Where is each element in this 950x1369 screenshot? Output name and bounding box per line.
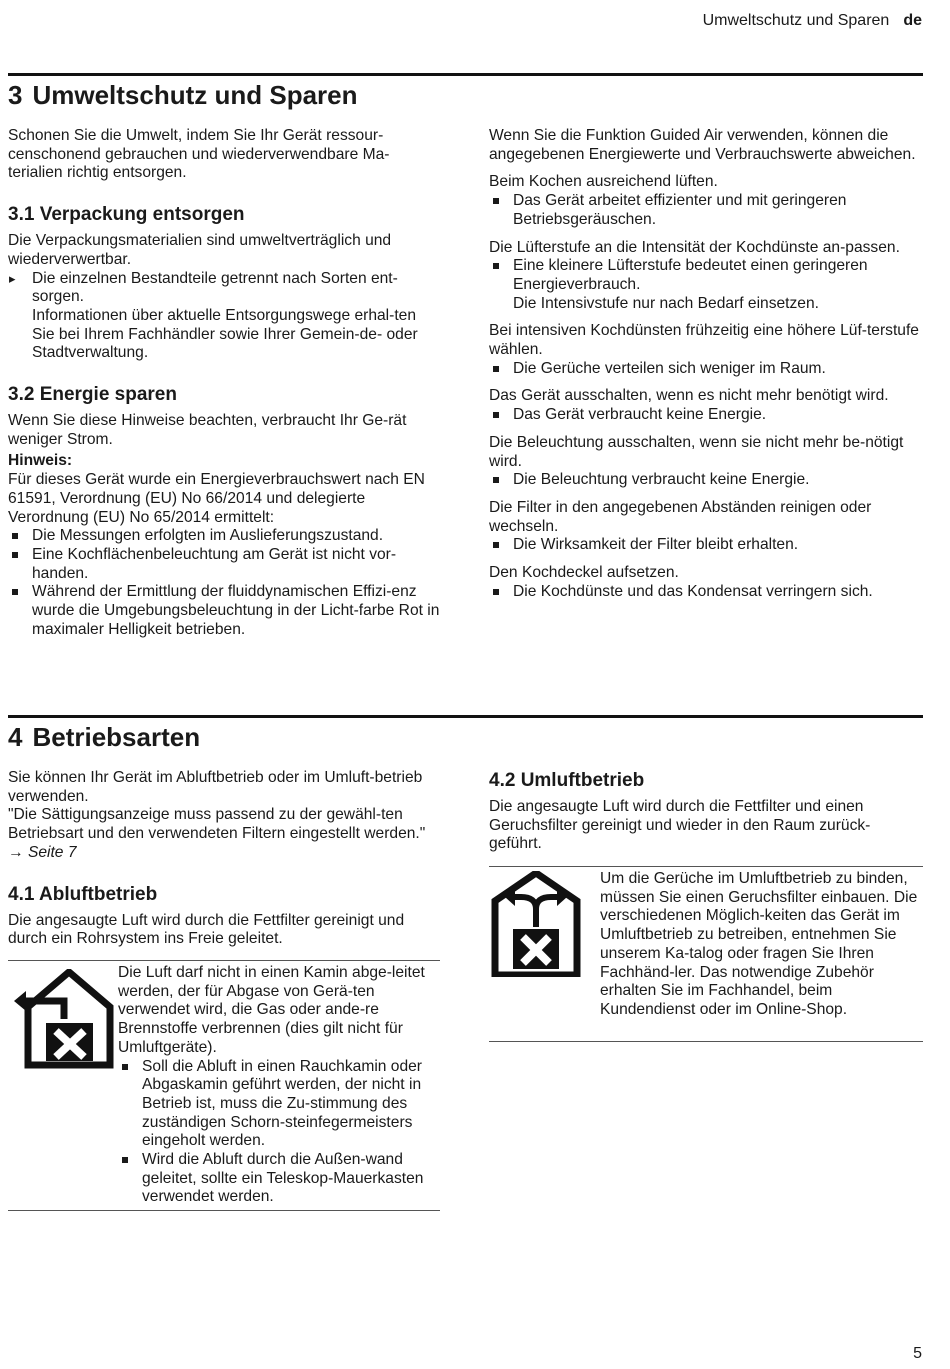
note-bullets [8,527,440,639]
ch4-right-column [489,770,921,854]
list-item: Die Kochdünste und das Kondensat verringern sich. [489,583,921,602]
tip-block: Die Filter in den angegebenen Abständen reinigen oder wechseln. Die Wirksamkeit der Filter bleibt erhalten. [489,499,921,555]
list-item: Wird die Abluft durch die Außen-wand geleitet, sollte ein Teleskop-Mauerkasten verwendet werden. [118,1151,436,1207]
section-4-2-title: 4.2 Umluftbetrieb [489,770,645,791]
note-text: Für dieses Gerät wurde ein Energieverbrauchswert nach EN 61591, Verordnung (EU) No 66/2014 und delegierte Verordnung (EU) No 65/2014 ermittelt: [8,471,425,526]
running-header [703,12,922,30]
s42-para: Die angesaugte Luft wird durch die Fettfilter und einen Geruchsfilter gereinigt und wieder in den Raum zurück-geführt. [489,798,871,853]
header-lang: de [903,12,922,29]
tip-block: Das Gerät ausschalten, wenn es nicht mehr benötigt wird. Das Gerät verbraucht keine Energie. [489,387,921,424]
note-label: Hinweis: [8,452,73,470]
exhaust-warning-text: Die Luft darf nicht in einen Kamin abge-leitet werden, der für Abgase von Gerä-ten verwendet wird, die Gas oder ande-re Brennstoffe verbrennen (dies gilt nicht für Umluftgeräte). [118,964,425,1056]
tip-block: Beim Kochen ausreichend lüften. Das Gerät arbeitet effizienter und mit geringeren Betriebsgeräuschen. [489,173,921,229]
tip-block: Die Lüfterstufe an die Intensität der Kochdünste an-passen. Eine kleinere Lüfterstufe bedeutet einen geringeren Energieverbrauch. Die Intensivstufe nur nach Bedarf einsetzen. [489,239,921,314]
s41-para: Die angesaugte Luft wird durch die Fettfilter gereinigt und durch ein Rohrsystem ins Freie geleitet. [8,911,405,948]
list-item: Das Gerät verbraucht keine Energie. [489,406,921,425]
chapter-rule [8,73,923,76]
guided-air-note: Wenn Sie die Funktion Guided Air verwenden, können die angegebenen Energiewerte und Verbrauchswerte abweichen. [489,127,916,163]
section-3-1-title: 3.1 Verpackung entsorgen [8,204,245,226]
ch4-left-column [8,769,440,949]
list-item: Die Gerüche verteilen sich weniger im Raum. [489,360,921,379]
list-item: Soll die Abluft in einen Rauchkamin oder Abgaskamin geführt werden, der nicht in Betrieb ist, muss die Zu-stimmung des zuständigen Schorn-steinfegermeisters eingeholt werden. [118,1058,436,1152]
recirculation-info-text: Um die Gerüche im Umluftbetrieb zu binden, müssen Sie einen Geruchsfilter einbauen. Die verschiedenen Möglich-keiten das Gerät im Umluftbetrieb zu betreiben, entnehmen Sie unserem Ka-talog oder fragen Sie Ihren Fachhänd-ler. Das notwendige Zubehör erhalten Sie im Fachhandel, beim Kundendienst oder im Online-Shop. [600,870,918,1018]
s31-steps [8,270,440,364]
tip-block: Bei intensiven Kochdünsten frühzeitig eine höhere Lüf-terstufe wählen. Die Gerüche verteilen sich weniger im Raum. [489,322,921,378]
recirculation-mode-icon [491,871,581,977]
list-item: Die Wirksamkeit der Filter bleibt erhalten. [489,536,921,555]
exhaust-warning-box [8,960,440,1211]
s31-para: Die Verpackungsmaterialien sind umweltverträglich und wiederverwertbar. [8,232,392,268]
page-number: 5 [913,1345,922,1362]
list-item: Eine kleinere Lüfterstufe bedeutet einen geringeren Energieverbrauch. Die Intensivstufe nur nach Bedarf einsetzen. [489,257,921,313]
chapter-rule [8,715,923,718]
ch4-intro: Sie können Ihr Gerät im Abluftbetrieb oder im Umluft-betrieb verwenden. [8,769,423,805]
ref-arrow: → [8,843,24,861]
ch4-quote: "Die Sättigungsanzeige muss passend zu der gewähl-ten Betriebsart und den verwendeten Filtern eingestellt werden." → Seite 7 [8,806,426,861]
recirculation-info-box [489,866,923,1042]
ch3-intro: Schonen Sie die Umwelt, indem Sie Ihr Gerät ressour-censchonend gebrauchen und wiederverwendbare Ma-terialien richtig entsorgen. [8,127,390,182]
list-item: Während der Ermittlung der fluiddynamischen Effizi-enz wurde die Umgebungsbeleuchtung in der Licht-farbe Rot in maximaler Helligkeit betrieben. [8,583,440,639]
chapter-3-title: 3 Umweltschutz und Sparen [8,80,358,110]
list-item: ▸ Die einzelnen Bestandteile getrennt nach Sorten ent-sorgen. Informationen über aktuelle Entsorgungswege erhal-ten Sie bei Ihrem Fachhändler sowie Ihrer Gemein-de- oder Stadtverwaltung. [8,270,440,364]
list-item: Eine Kochflächenbeleuchtung am Gerät ist nicht vor-handen. [8,546,440,583]
section-4-1-title: 4.1 Abluftbetrieb [8,883,158,905]
ch3-right-column [489,127,921,601]
list-item: Die Beleuchtung verbraucht keine Energie. [489,471,921,490]
ch3-left-column [8,127,440,639]
section-3-2-title: 3.2 Energie sparen [8,384,177,406]
list-item: Das Gerät arbeitet effizienter und mit geringeren Betriebsgeräuschen. [489,192,921,229]
s32-para: Wenn Sie diese Hinweise beachten, verbraucht Ihr Ge-rät weniger Strom. [8,412,407,448]
tip-block: Den Kochdeckel aufsetzen. Die Kochdünste und das Kondensat verringern sich. [489,564,921,601]
exhaust-mode-icon [14,969,114,1069]
exhaust-bullets [118,1058,436,1208]
header-title: Umweltschutz und Sparen [702,12,890,29]
list-item: Die Messungen erfolgten im Auslieferungszustand. [8,527,440,546]
page-reference-link[interactable]: Seite 7 [27,843,77,861]
tip-block: Die Beleuchtung ausschalten, wenn sie nicht mehr be-nötigt wird. Die Beleuchtung verbraucht keine Energie. [489,434,921,490]
chapter-4-title: 4 Betriebsarten [8,722,201,752]
